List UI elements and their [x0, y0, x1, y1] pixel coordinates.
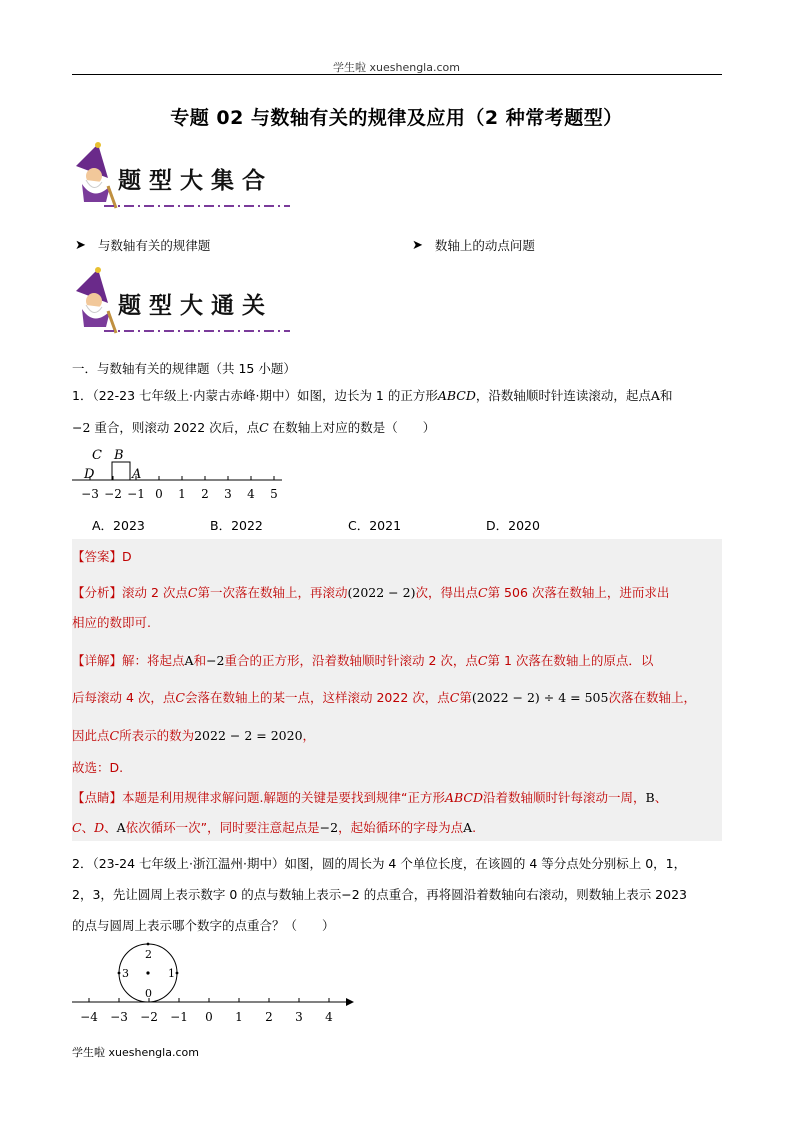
analysis-line-1: 【分析】滚动 2 次点C第一次落在数轴上，再滚动(2022 − 2)次，得出点C第 506 次落在数轴上，进而求出 — [72, 585, 670, 600]
choice-c[interactable]: C．2021 — [348, 518, 402, 533]
detail-line-1: 【详解】解：将起点A和−2重合的正方形，沿着数轴顺时针滚动 2 次，点C第 1 次落在数轴上的原点．以 — [72, 653, 654, 668]
q2-line3: 的点与圆周上表示哪个数字的点重合？（ ） — [72, 918, 335, 933]
tick-label: 3 — [295, 1010, 303, 1024]
q2-line2: 2，3，先让圆周上表示数字 0 的点与数轴上表示−2 的点重合，再将圆沿着数轴向右滚动，则数轴上表示 2023 — [72, 887, 687, 902]
page-footer: 学生啦 xueshengla.com — [72, 1046, 199, 1059]
q1-number-line-figure — [72, 446, 292, 506]
banner-pass-text: 题型大通关 — [118, 292, 273, 319]
circle-label-3: 3 — [122, 967, 129, 980]
tick-label: 1 — [178, 487, 186, 501]
arrow-right-icon: ➤ — [75, 237, 86, 253]
circle-label-2: 2 — [145, 948, 152, 961]
header-rule — [72, 74, 722, 75]
label-C: C — [92, 448, 102, 463]
q2-circle-number-line-figure — [72, 940, 362, 1030]
label-B: B — [114, 448, 124, 463]
tick-label: −3 — [110, 1010, 128, 1024]
label-A: A — [132, 467, 142, 482]
remark-line-2: C、D、A依次循环一次”，同时要注意起点是−2，起始循环的字母为点A. — [72, 820, 477, 835]
banner-collection — [68, 142, 298, 212]
toc-item-pattern[interactable] — [75, 236, 210, 254]
q1-line2: −2 重合，则滚动 2022 次后，点C 在数轴上对应的数是（ ） — [72, 420, 436, 435]
tick-label: 0 — [155, 487, 163, 501]
choose-line: 故选：D. — [72, 760, 124, 775]
section-heading: 一．与数轴有关的规律题（共 15 小题） — [72, 361, 296, 376]
tick-label: −4 — [80, 1010, 98, 1024]
q2-line1: 2．（23-24 七年级上·浙江温州·期中）如图，圆的周长为 4 个单位长度，在该圆的 4 等分点处分别标上 0，1， — [72, 856, 687, 871]
tick-label: 1 — [235, 1010, 243, 1024]
tick-label: 0 — [205, 1010, 213, 1024]
answer-line: 【答案】D — [72, 549, 132, 564]
tick-label: 2 — [201, 487, 209, 501]
remark-line-1: 【点睛】本题是利用规律求解问题.解题的关键是要找到规律“正方形ABCD沿着数轴顺时针每滚动一周，B、 — [72, 790, 668, 805]
banner-collection-text: 题型大集合 — [118, 167, 273, 194]
analysis-line-2: 相应的数即可. — [72, 615, 151, 630]
tick-label: 5 — [270, 487, 278, 501]
circle-label-0: 0 — [145, 987, 152, 1000]
answer-box — [72, 539, 722, 841]
tick-label: −3 — [81, 487, 99, 501]
toc-item-moving-point[interactable] — [412, 236, 535, 254]
tick-label: 4 — [247, 487, 255, 501]
tick-label: −2 — [104, 487, 122, 501]
banner-pass — [68, 267, 298, 337]
tick-label: −1 — [127, 487, 145, 501]
choice-d[interactable]: D．2020 — [486, 518, 540, 533]
tick-label: −2 — [140, 1010, 158, 1024]
choice-b[interactable]: B．2022 — [210, 518, 263, 533]
choice-a[interactable]: A．2023 — [92, 518, 145, 533]
detail-line-3: 因此点C所表示的数为2022 − 2 = 2020， — [72, 728, 316, 743]
page-title: 专题 02 与数轴有关的规律及应用（2 种常考题型） — [170, 107, 623, 129]
detail-line-2: 后每滚动 4 次，点C会落在数轴上的某一点，这样滚动 2022 次，点C第(2022 − 2) ÷ 4 = 505次落在数轴上， — [72, 690, 696, 705]
tick-label: 2 — [265, 1010, 273, 1024]
q1-line1: 1．（22-23 七年级上·内蒙古赤峰·期中）如图，边长为 1 的正方形ABCD，沿数轴顺时针连读滚动，起点A和 — [72, 388, 673, 403]
label-D: D — [84, 467, 95, 482]
circle-label-1: 1 — [168, 967, 175, 980]
tick-label: 3 — [224, 487, 232, 501]
toc-item-label: 数轴上的动点问题 — [434, 238, 535, 253]
toc-item-label: 与数轴有关的规律题 — [97, 238, 211, 253]
tick-label: −1 — [170, 1010, 188, 1024]
arrow-right-icon: ➤ — [412, 237, 423, 253]
tick-label: 4 — [325, 1010, 333, 1024]
page-header: 学生啦 xueshengla.com — [333, 61, 460, 74]
